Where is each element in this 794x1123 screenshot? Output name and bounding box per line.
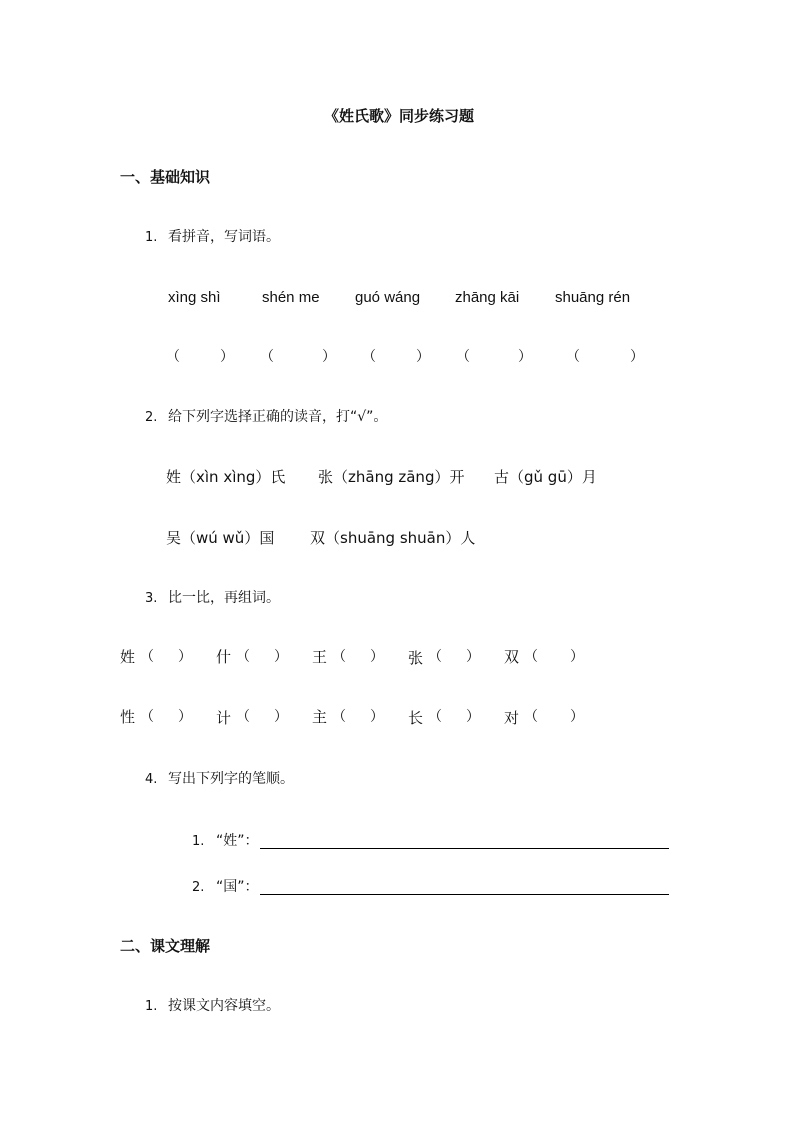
paren-open[interactable]: （ [140,709,154,725]
compare-char: 性 [120,708,136,726]
question-number: 2. [145,410,158,425]
paren-close[interactable]: ） [370,649,384,665]
compare-char: 王 [312,648,328,666]
reading-choice-item[interactable]: 双（shuāng shuān）人 [310,529,476,547]
reading-choice-item[interactable]: 吴（wú wǔ）国 [166,529,275,547]
compare-char: 计 [216,709,232,727]
paren-open[interactable]: （ [428,649,442,665]
paren-open: （ [260,349,274,365]
paren-open[interactable]: （ [140,649,154,665]
pinyin-word: shuāng rén [555,289,631,306]
stroke-order-label: “国”： [216,879,259,895]
reading-choice-item[interactable]: 张（zhāng zāng）开 [318,468,465,486]
compare-char: 双 [504,648,520,666]
stroke-order-answer-line[interactable] [260,894,669,895]
paren-close: ） [416,349,430,365]
reading-choice-item[interactable]: 姓（xìn xìng）氏 [166,468,286,486]
compare-char: 对 [504,709,520,727]
question-number: 4. [145,772,158,787]
paren-close[interactable]: ） [466,649,480,665]
sub-item-number: 2. [192,880,205,895]
reading-choice-item[interactable]: 古（gǔ gū）月 [494,468,597,486]
paren-open[interactable]: （ [428,709,442,725]
compare-char: 什 [216,648,232,666]
section-heading-basics: 一、基础知识 [120,168,211,186]
compare-char: 张 [408,649,424,667]
paren-open[interactable]: （ [236,649,250,665]
paren-close[interactable]: ） [274,709,288,725]
section-heading-text-comprehension: 二、课文理解 [120,937,211,955]
paren-open: （ [362,349,376,365]
paren-open[interactable]: （ [524,709,538,725]
question-prompt: 看拼音，写词语。 [168,229,280,245]
paren-close[interactable]: ） [466,709,480,725]
paren-open[interactable]: （ [524,649,538,665]
compare-char: 主 [312,708,328,726]
paren-close[interactable]: ） [178,649,192,665]
paren-close[interactable]: ） [570,649,584,665]
paren-close[interactable]: ） [274,649,288,665]
pinyin-word: xìng shì [168,289,221,306]
question-prompt: 写出下列字的笔顺。 [168,771,294,787]
question-prompt: 给下列字选择正确的读音，打“√”。 [168,409,388,425]
paren-open[interactable]: （ [332,649,346,665]
paren-close: ） [630,349,644,365]
pinyin-word: zhāng kāi [455,289,520,306]
paren-close: ） [220,349,234,365]
sub-item-number: 1. [192,834,205,849]
stroke-order-answer-line[interactable] [260,848,669,849]
paren-close: ） [322,349,336,365]
question-number: 1. [145,230,158,245]
pinyin-word: shén me [262,289,320,306]
compare-char: 长 [408,709,424,727]
page-title: 《姓氏歌》同步练习题 [324,107,475,125]
question-prompt: 按课文内容填空。 [168,998,280,1014]
question-number: 1. [145,999,158,1014]
question-prompt: 比一比，再组词。 [168,590,280,606]
paren-close[interactable]: ） [370,709,384,725]
pinyin-word: guó wáng [355,289,421,306]
compare-char: 姓 [120,648,136,666]
paren-close[interactable]: ） [178,709,192,725]
paren-open: （ [166,349,180,365]
paren-open: （ [566,349,580,365]
question-number: 3. [145,591,158,606]
paren-open[interactable]: （ [332,709,346,725]
stroke-order-label: “姓”： [216,833,259,849]
paren-open: （ [456,349,470,365]
paren-close: ） [518,349,532,365]
paren-close[interactable]: ） [570,709,584,725]
paren-open[interactable]: （ [236,709,250,725]
